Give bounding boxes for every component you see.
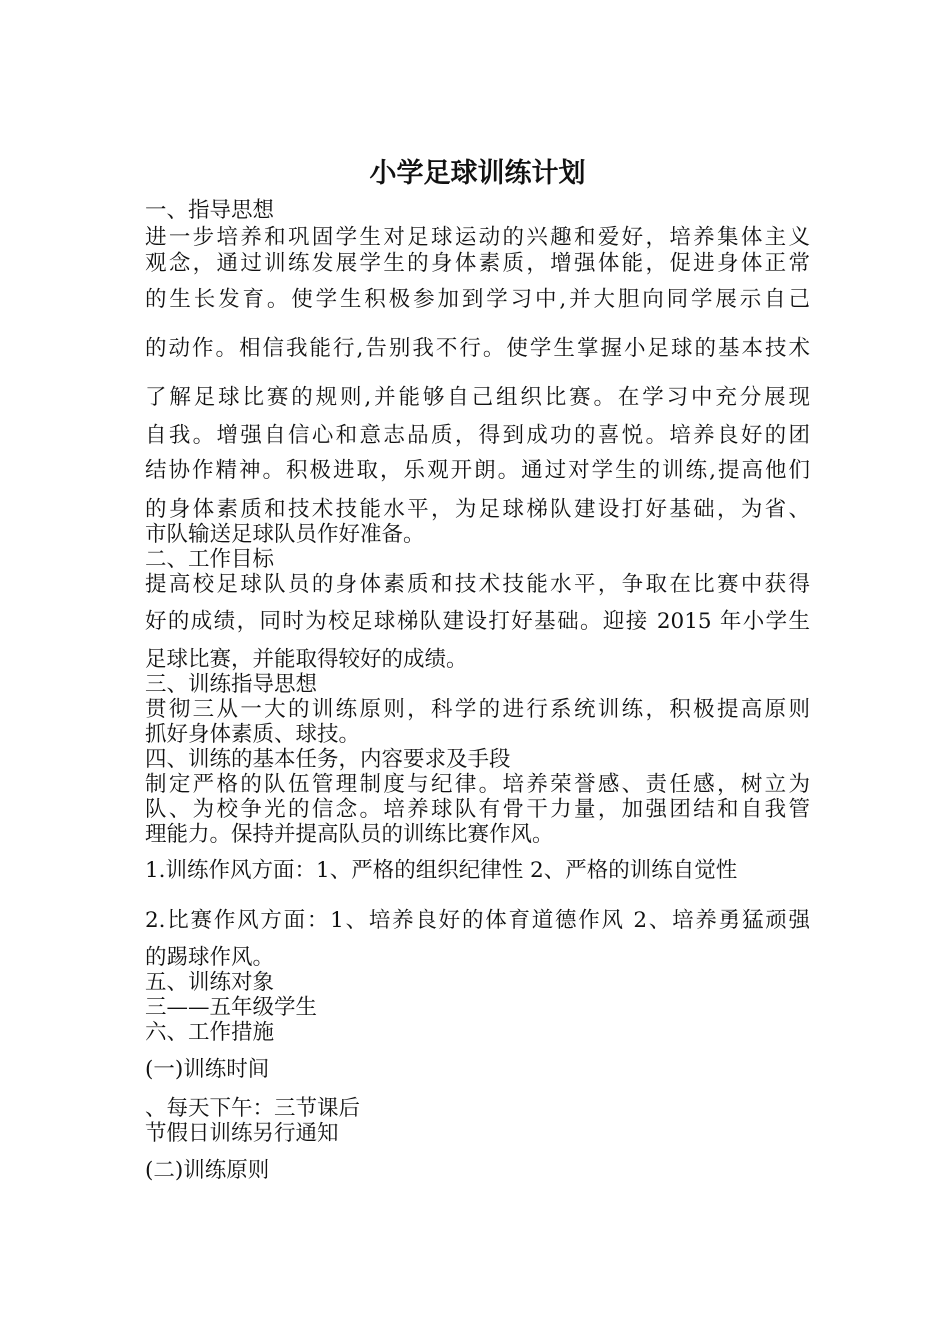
heading-training-guidance: 三、训练指导思想	[145, 672, 318, 697]
paragraph-line: 市队输送足球队员作好准备。	[145, 522, 425, 547]
heading-basic-tasks: 四、训练的基本任务，内容要求及手段	[145, 747, 511, 772]
paragraph-line: 、每天下午：三节课后	[145, 1096, 361, 1121]
document-title: 小学足球训练计划	[369, 158, 586, 189]
paragraph-line: 2.比赛作风方面：1、培养良好的体育道德作风 2、培养勇猛顽强	[145, 908, 810, 933]
paragraph-line: 三——五年级学生	[145, 995, 318, 1020]
paragraph-line: 的动作。相信我能行,告别我不行。使学生掌握小足球的基本技术	[145, 336, 810, 361]
subheading-training-time: (一)训练时间	[145, 1057, 270, 1082]
paragraph-line: 抓好身体素质、球技。	[145, 722, 361, 747]
paragraph-line: 贯彻三从一大的训练原则，科学的进行系统训练，积极提高原则	[145, 697, 810, 722]
paragraph-line: 的生长发育。使学生积极参加到学习中,并大胆向同学展示自己	[145, 287, 810, 312]
heading-guiding-ideology: 一、指导思想	[145, 198, 275, 223]
paragraph-line: 提高校足球队员的身体素质和技术技能水平，争取在比赛中获得	[145, 572, 810, 597]
heading-work-measures: 六、工作措施	[145, 1020, 275, 1045]
paragraph-line: 进一步培养和巩固学生对足球运动的兴趣和爱好，培养集体主义	[145, 225, 810, 250]
heading-training-targets: 五、训练对象	[145, 970, 275, 995]
paragraph-line: 足球比赛，并能取得较好的成绩。	[145, 647, 468, 672]
paragraph-line: 结协作精神。积极进取，乐观开朗。通过对学生的训练,提高他们	[145, 458, 810, 483]
paragraph-line: 制定严格的队伍管理制度与纪律。培养荣誉感、责任感，树立为	[145, 772, 810, 797]
paragraph-line: 的踢球作风。	[145, 945, 275, 970]
heading-work-goals: 二、工作目标	[145, 547, 275, 572]
paragraph-line: 自我。增强自信心和意志品质，得到成功的喜悦。培养良好的团	[145, 423, 810, 448]
paragraph-line: 观念，通过训练发展学生的身体素质，增强体能，促进身体正常	[145, 251, 810, 276]
paragraph-line: 理能力。保持并提高队员的训练比赛作风。	[145, 822, 554, 847]
paragraph-line: 队、为校争光的信念。培养球队有骨干力量，加强团结和自我管	[145, 797, 810, 822]
paragraph-line: 好的成绩，同时为校足球梯队建设打好基础。迎接 2015 年小学生	[145, 609, 810, 634]
paragraph-line: 1.训练作风方面：1、严格的组织纪律性 2、严格的训练自觉性	[145, 858, 738, 883]
paragraph-line: 了解足球比赛的规则,并能够自己组织比赛。在学习中充分展现	[145, 385, 810, 410]
paragraph-line: 节假日训练另行通知	[145, 1121, 339, 1146]
subheading-training-principles: (二)训练原则	[145, 1158, 270, 1183]
paragraph-line: 的身体素质和技术技能水平，为足球梯队建设打好基础，为省、	[145, 497, 810, 522]
